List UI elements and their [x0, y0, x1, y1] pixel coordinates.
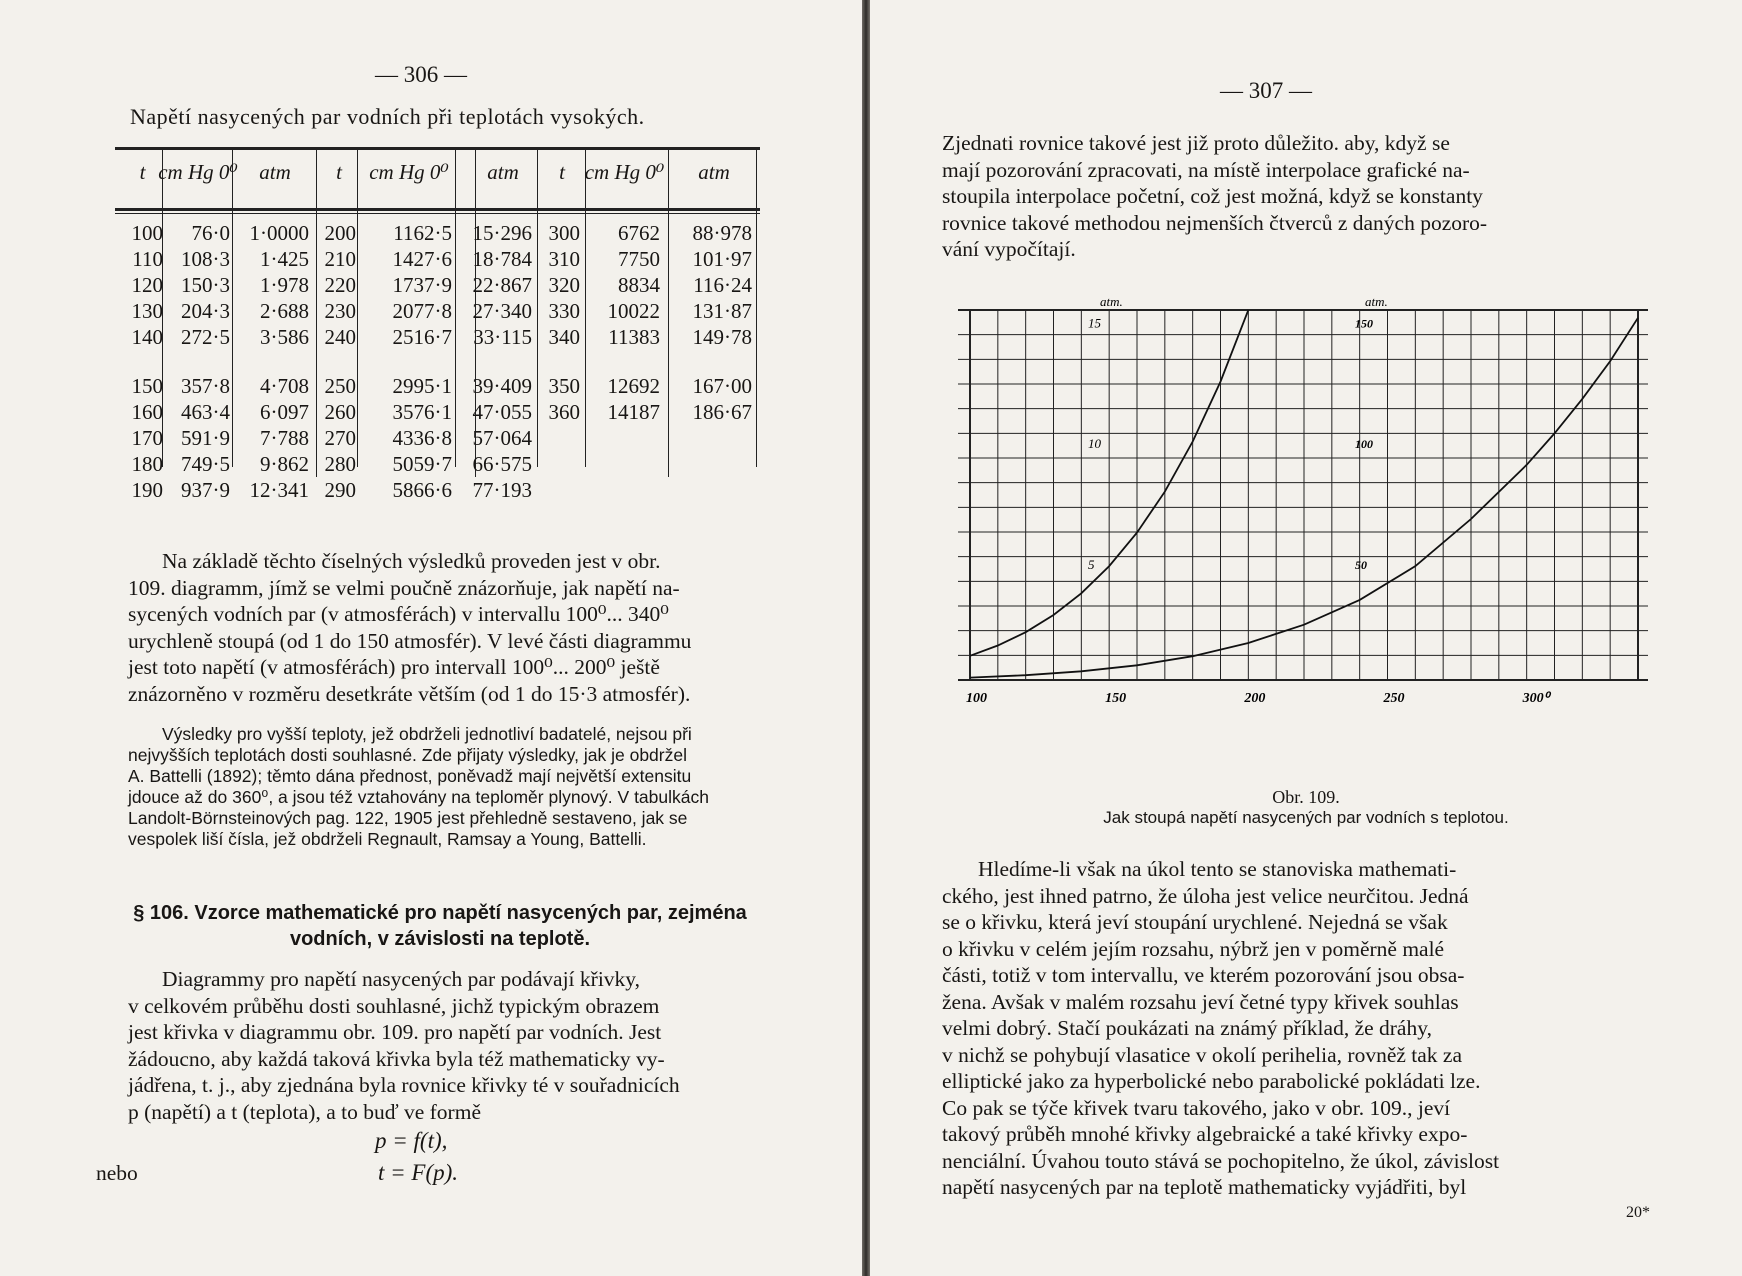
text-line: jest křivka v diagrammu obr. 109. pro napětí par vodních. Jest — [128, 1020, 662, 1044]
steam-table — [0, 0, 862, 530]
left-axis-tick-label: 15 — [1088, 315, 1101, 331]
table-cell: 749·5 — [181, 452, 230, 476]
table-cell: 7750 — [618, 247, 660, 271]
table-cell: 1162·5 — [393, 221, 452, 245]
table-cell: 330 — [548, 299, 580, 323]
right-axis-tick-label: 100 — [1355, 437, 1373, 452]
table-cell: 22·867 — [472, 273, 532, 297]
table-header-cell: atm — [487, 160, 519, 184]
table-cell: 5059·7 — [392, 452, 452, 476]
paragraph-2 — [128, 966, 754, 1125]
table-cell: 937·9 — [181, 478, 230, 502]
text-line: rovnice takové methodou nejmenších čtverců z daných pozoro- — [942, 210, 1488, 235]
table-cell: 270 — [324, 426, 356, 450]
table-cell: 3576·1 — [392, 400, 452, 424]
text-line: urychleně stoupá (od 1 do 150 atmosfér). V levé části diagrammu — [128, 628, 692, 653]
table-cell: 131·87 — [692, 299, 752, 323]
table-column-rule — [357, 147, 358, 467]
signature-mark: 20* — [1626, 1204, 1650, 1221]
text-line: A. Battelli (1892); těmto dána přednost, poněvadž mají největší extensitu — [128, 766, 692, 786]
right-axis-unit-label: atm. — [1365, 294, 1388, 309]
table-cell: 186·67 — [692, 400, 752, 424]
table-column-rule — [756, 147, 757, 467]
table-cell: 300 — [548, 221, 580, 245]
text-line: žádoucno, aby každá taková křivka byla též mathematicky vy- — [128, 1046, 665, 1071]
text-line: nejvyšších teplotách dosti souhlasné. Zde přijaty výsledky, jak je obdržel — [128, 745, 687, 765]
text-line: sycených vodních par (v atmosférách) v intervallu 100⁰... 340⁰ — [128, 602, 669, 626]
table-header-cell: cm Hg 0⁰ — [158, 160, 238, 184]
section-heading — [120, 900, 760, 952]
table-cell: 57·064 — [472, 426, 532, 450]
right-axis-tick-label: 150 — [1355, 316, 1373, 331]
text-line: v nichž se pohybují vlasatice v okolí perihelia, rovněž tak za — [942, 1042, 1462, 1067]
table-cell: 8834 — [618, 273, 660, 297]
table-cell: 39·409 — [472, 374, 532, 398]
x-tick-label: 300⁰ — [1522, 691, 1550, 706]
table-header-cell: atm — [259, 160, 291, 184]
table-column-rule — [537, 147, 538, 467]
table-cell: 340 — [548, 325, 580, 349]
right-page — [870, 0, 1742, 1276]
table-cell: 101·97 — [692, 247, 752, 271]
table-cell: 272·5 — [181, 325, 230, 349]
table-header-cell: t — [559, 160, 565, 184]
table-cell: 1737·9 — [392, 273, 452, 297]
table-cell: 240 — [324, 325, 356, 349]
table-cell: 14187 — [607, 400, 660, 424]
table-cell: 15·296 — [472, 221, 532, 245]
table-cell: 149·78 — [692, 325, 752, 349]
table-cell: 170 — [131, 426, 163, 450]
text-line: Co pak se týče křivek tvaru takového, jako v obr. 109., jeví — [942, 1095, 1451, 1120]
table-cell: 66·575 — [472, 452, 532, 476]
text-line: Výsledky pro vyšší teploty, jež obdrželi jednotliví badatelé, nejsou při — [162, 724, 692, 744]
book-gutter — [862, 0, 870, 1276]
left-axis-unit-label: atm. — [1100, 294, 1123, 309]
text-line: v celkovém průběhu dosti souhlasné, jichž typickým obrazem — [128, 993, 660, 1018]
table-cell: 7·788 — [260, 426, 309, 450]
paragraph-1 — [942, 130, 1667, 263]
text-line: se o křivku, která jeví stoupání urychlené. Nejedná se však — [942, 910, 1448, 934]
table-cell: 260 — [324, 400, 356, 424]
text-line: jest toto napětí (v atmosférách) pro intervall 100⁰... 200⁰ ještě — [128, 655, 660, 679]
text-line: p (napětí) a t (teplota), a to buď ve formě — [128, 1099, 481, 1124]
table-cell: 6762 — [618, 221, 660, 245]
table-cell: 204·3 — [181, 299, 230, 323]
text-line: žena. Avšak v malém rozsahu jeví četné typy křivek souhlas — [942, 989, 1459, 1014]
footnote-paragraph — [128, 724, 754, 850]
table-cell: 88·978 — [692, 221, 752, 245]
table-column-rule — [232, 147, 233, 467]
figure-caption: Obr. 109. — [1272, 787, 1340, 807]
table-cell: 190 — [131, 478, 163, 502]
formula-t: t = F(p). — [378, 1160, 459, 1185]
text-line: Hledíme-li však na úkol tento se stanoviska mathemati- — [978, 857, 1457, 881]
left-page — [0, 0, 862, 1276]
table-cell: 180 — [131, 452, 163, 476]
table-title: Napětí nasycených par vodních při teplotách vysokých. — [130, 104, 645, 129]
text-line: části, totiž v tom intervallu, ve kterém pozorování jsou obsa- — [942, 963, 1465, 987]
text-line: mají pozorování zpracovati, na místě interpolace grafické na- — [942, 157, 1470, 182]
table-cell: 12692 — [607, 374, 660, 398]
table-cell: 76·0 — [191, 221, 230, 245]
text-line: o křivku v celém jejím rozsahu, nýbrž jen v poměrně malé — [942, 936, 1445, 961]
table-header-cell: cm Hg 0⁰ — [369, 160, 449, 184]
table-cell: 167·00 — [692, 374, 752, 398]
table-top-rule — [115, 147, 760, 150]
table-cell: 11383 — [608, 325, 660, 349]
text-line: napětí nasycených par na teplotě mathematicky vyjádřiti, byl — [942, 1175, 1467, 1199]
x-tick-label: 200 — [1244, 691, 1266, 706]
table-cell: 230 — [324, 299, 356, 323]
table-cell: 1·425 — [260, 247, 309, 271]
table-cell: 1427·6 — [392, 247, 452, 271]
table-cell: 150·3 — [181, 273, 230, 297]
table-column-rule — [668, 147, 669, 477]
table-cell: 47·055 — [472, 400, 532, 424]
table-header-cell: atm — [698, 160, 730, 184]
table-cell: 2·688 — [260, 299, 309, 323]
table-header-rule — [115, 208, 760, 211]
table-header-rule-thin — [115, 213, 760, 214]
table-cell: 5866·6 — [392, 478, 452, 502]
section-heading-line: § 106. Vzorce mathematické pro napětí nasycených par, zejména — [133, 902, 747, 924]
table-header-cell: t — [139, 160, 146, 184]
table-cell: 2077·8 — [392, 299, 452, 323]
x-tick-label: 150 — [1105, 691, 1127, 706]
table-cell: 108·3 — [181, 247, 230, 271]
text-line: vání vypočítají. — [942, 237, 1076, 261]
left-axis-tick-label: 5 — [1088, 557, 1095, 573]
table-cell: 10022 — [607, 299, 660, 323]
formula-p: p = f(t), — [375, 1128, 448, 1153]
text-line: Na základě těchto číselných výsledků proveden jest v obr. — [162, 549, 661, 573]
table-cell: 9·862 — [260, 452, 309, 476]
text-line: Landolt-Börnsteinových pag. 122, 1905 jest přehledně sestaveno, jak se — [128, 808, 688, 828]
page-number: — 307 — — [1220, 78, 1312, 103]
table-cell: 150 — [131, 374, 163, 398]
table-cell: 110 — [132, 247, 163, 271]
table-cell: 250 — [324, 374, 356, 398]
table-cell: 4·708 — [260, 374, 309, 398]
vapor-pressure-chart — [870, 290, 1742, 790]
table-cell: 2516·7 — [392, 325, 452, 349]
table-cell: 77·193 — [472, 478, 532, 502]
table-cell: 4336·8 — [392, 426, 452, 450]
table-cell: 1·978 — [260, 273, 309, 297]
text-line: takový průběh mnohé křivky algebraické a také křivky expo- — [942, 1122, 1468, 1146]
page-number: — 306 — — [375, 62, 467, 87]
table-cell: 357·8 — [181, 374, 230, 398]
table-cell: 290 — [324, 478, 356, 502]
table-cell: 18·784 — [472, 247, 532, 271]
table-cell: 6·097 — [260, 400, 309, 424]
text-line: 109. diagramm, jímž se velmi poučně znázorňuje, jak napětí na- — [128, 575, 680, 600]
table-cell: 210 — [324, 247, 356, 271]
table-column-rule — [316, 147, 317, 477]
table-cell: 360 — [548, 400, 580, 424]
paragraph-1 — [128, 548, 754, 707]
table-column-rule — [455, 147, 456, 467]
x-tick-label: 250 — [1383, 691, 1405, 706]
table-cell: 3·586 — [260, 325, 309, 349]
table-header-cell: t — [336, 160, 342, 184]
table-cell: 200 — [324, 221, 356, 245]
table-cell: 12·341 — [249, 478, 309, 502]
table-cell: 100 — [131, 221, 163, 245]
text-line: velmi dobrý. Stačí poukázati na známý příklad, že dráhy, — [942, 1016, 1432, 1040]
table-cell: 350 — [548, 374, 580, 398]
paragraph-2 — [942, 856, 1667, 1201]
text-line: jádřena, t. j., aby zjednána byla rovnice křivky té v souřadnicích — [128, 1073, 680, 1097]
table-cell: 120 — [131, 273, 163, 297]
table-cell: 591·9 — [181, 426, 230, 450]
right-axis-tick-label: 50 — [1355, 558, 1367, 573]
table-cell: 220 — [324, 273, 356, 297]
text-line: znázorněno v rozměru desetkráte větším (od 1 do 15·3 atmosfér). — [128, 681, 691, 706]
table-cell: 310 — [548, 247, 580, 271]
table-header-cell: cm Hg 0⁰ — [584, 160, 665, 184]
table-cell: 463·4 — [181, 400, 230, 424]
table-cell: 116·24 — [693, 273, 752, 297]
left-axis-tick-label: 10 — [1088, 436, 1101, 452]
table-cell: 130 — [131, 299, 163, 323]
table-cell: 140 — [131, 325, 163, 349]
section-heading-line: vodních, v závislosti na teplotě. — [289, 928, 591, 950]
text-line: jdouce až do 360⁰, a jsou též vztahovány na teploměr plynový. V tabulkách — [128, 787, 709, 807]
text-line: vespolek liší čísla, jež obdrželi Regnault, Ramsay a Young, Battelli. — [128, 829, 647, 849]
table-cell: 160 — [131, 400, 163, 424]
nebo-word: nebo — [96, 1161, 138, 1185]
table-cell: 280 — [324, 452, 356, 476]
text-line: elliptické jako za hyperbolické nebo parabolické pokládati lze. — [942, 1069, 1481, 1093]
text-line: nenciální. Úvahou touto stává se pochopitelno, že úkol, závislost — [942, 1148, 1500, 1173]
table-cell: 320 — [548, 273, 580, 297]
table-cell: 1·0000 — [249, 221, 309, 245]
text-line: ckého, jest ihned patrno, že úloha jest velice neurčitou. Jedná — [942, 883, 1469, 908]
text-line: stoupila interpolace početní, což jest možná, když se konstanty — [942, 184, 1483, 208]
table-cell: 33·115 — [473, 325, 532, 349]
figure-subcaption: Jak stoupá napětí nasycených par vodních s teplotou. — [1103, 808, 1509, 827]
table-cell: 27·340 — [472, 299, 532, 323]
table-cell: 2995·1 — [392, 374, 452, 398]
x-tick-label: 100 — [966, 691, 987, 706]
text-line: Zjednati rovnice takové jest již proto důležito. aby, když se — [942, 131, 1450, 155]
text-line: Diagrammy pro napětí nasycených par podávají křivky, — [162, 967, 641, 991]
